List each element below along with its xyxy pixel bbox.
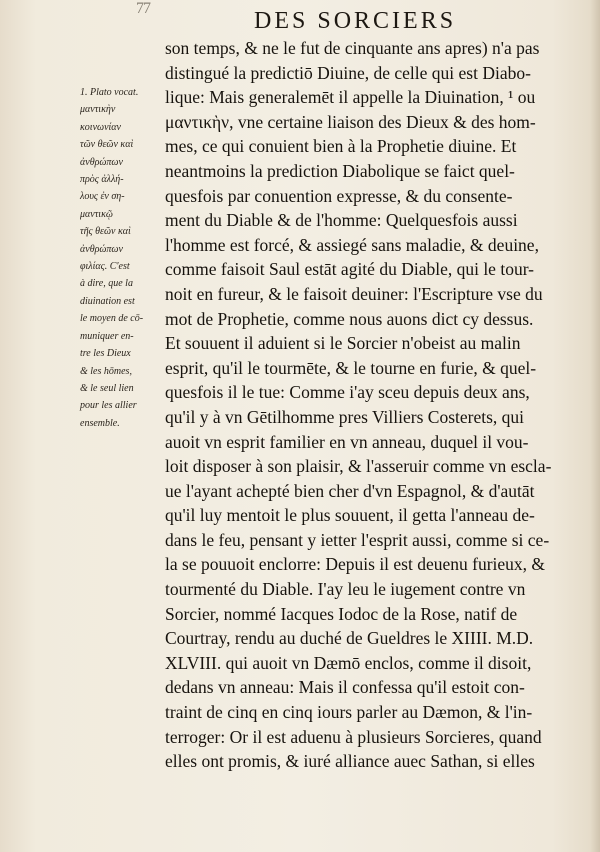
marginal-line: τῆς θεῶν καὶ <box>80 226 131 238</box>
marginal-line: ἀνθρώπων <box>80 156 123 168</box>
text-line: quesfois il le tue: Comme i'ay sceu depuis deux ans, <box>165 382 530 403</box>
text-line: distingué la predictiō Diuine, de celle qui est Diabo- <box>165 62 531 83</box>
text-line: ue l'ayant achepté bien cher d'vn Espagnol, & d'autāt <box>165 480 535 501</box>
marginal-line: φιλίας. C'est <box>80 261 130 273</box>
text-line: auoit vn esprit familier en vn anneau, duquel il vou- <box>165 431 529 452</box>
text-line: la se pouuoit enclorre: Depuis il est deuenu furieux, & <box>165 554 546 575</box>
marginal-note <box>80 84 162 432</box>
marginal-line: μαντικῷ <box>80 208 113 220</box>
text-line: elles ont promis, & iuré alliance auec Sathan, si elles <box>165 751 535 772</box>
text-line: dans le feu, pensant y ietter l'esprit aussi, comme si ce- <box>165 529 550 550</box>
text-line: ment du Diable & de l'homme: Quelquesfois aussi <box>165 210 518 231</box>
marginal-line: τῶν θεῶν καὶ <box>80 139 134 151</box>
marginal-line: μαντικὴν <box>80 104 116 116</box>
marginal-line: à dire, que la <box>80 278 133 290</box>
text-line: traint de cinq en cinq iours parler au Dæmon, & l'in- <box>165 702 533 723</box>
marginal-line: & les hōmes, <box>80 365 132 377</box>
text-line: noit en fureur, & le faisoit deuiner: l'Escripture vse du <box>165 283 543 304</box>
text-line: Et souuent il aduient si le Sorcier n'obeist au malin <box>165 333 521 354</box>
marginal-line: le moyen de cō- <box>80 313 144 325</box>
text-line: Courtray, rendu au duché de Gueldres le XIIII. M.D. <box>165 628 534 649</box>
text-line: qu'il y à vn Gētilhomme pres Villiers Costerets, qui <box>165 406 525 427</box>
folio-number: 77 <box>136 0 150 17</box>
text-line: Sorcier, nommé Iacques Iodoc de la Rose, natif de <box>165 603 518 624</box>
text-line: quesfois par conuention expresse, & du consente- <box>165 185 513 206</box>
marginal-line: ensemble. <box>80 417 120 429</box>
text-line: tourmenté du Diable. I'ay leu le iugement contre vn <box>165 579 526 600</box>
text-line: l'homme est forcé, & assiegé sans maladie, & deuine, <box>165 234 539 255</box>
marginal-line: 1. Plato vocat. <box>80 87 139 98</box>
marginal-line: πρὸς ἀλλή- <box>80 174 124 186</box>
text-line: dedans vn anneau: Mais il confessa qu'il estoit con- <box>165 677 525 698</box>
text-line: comme faisoit Saul estāt agité du Diable, qui le tour- <box>165 259 534 280</box>
marginal-line: κοινωνίαν <box>80 121 121 133</box>
running-head: DES SORCIERS <box>254 8 457 34</box>
text-line: lique: Mais generalemēt il appelle la Diuination, ¹ ou <box>165 87 536 108</box>
marginal-line: muniquer en- <box>80 330 134 342</box>
marginal-line: λους ἐν ση- <box>80 191 125 203</box>
text-line: son temps, & ne le fut de cinquante ans apres) n'a pas <box>165 38 540 58</box>
text-line: qu'il luy mentoit le plus souuent, il getta l'anneau de- <box>165 505 535 526</box>
page-edge-shadow <box>590 0 600 852</box>
marginal-line: pour les allier <box>80 400 137 412</box>
marginal-line: & le seul lien <box>80 382 134 394</box>
text-line: XLVIII. qui auoit vn Dæmō enclos, comme il disoit, <box>165 652 532 673</box>
text-line: loit disposer à son plaisir, & l'asseruir comme vn escla- <box>165 456 552 477</box>
main-text-block <box>165 36 587 774</box>
text-line: esprit, qu'il le tourmēte, & le tourne en furie, & quel- <box>165 357 537 378</box>
text-line: neantmoins la prediction Diabolique se faict quel- <box>165 160 515 181</box>
text-line: mot de Prophetie, comme nous auons dict cy dessus. <box>165 308 534 329</box>
marginal-line: diuination est <box>80 295 135 307</box>
text-line: mes, ce qui conuient bien à la Prophetie diuine. Et <box>165 136 517 157</box>
marginal-line: ἀνθρώπων <box>80 243 123 255</box>
text-line: μαντικὴν, vne certaine liaison des Dieux & des hom- <box>165 111 536 132</box>
text-line: terroger: Or il est aduenu à plusieurs Sorcieres, quand <box>165 726 542 747</box>
marginal-line: tre les Dieux <box>80 348 131 360</box>
